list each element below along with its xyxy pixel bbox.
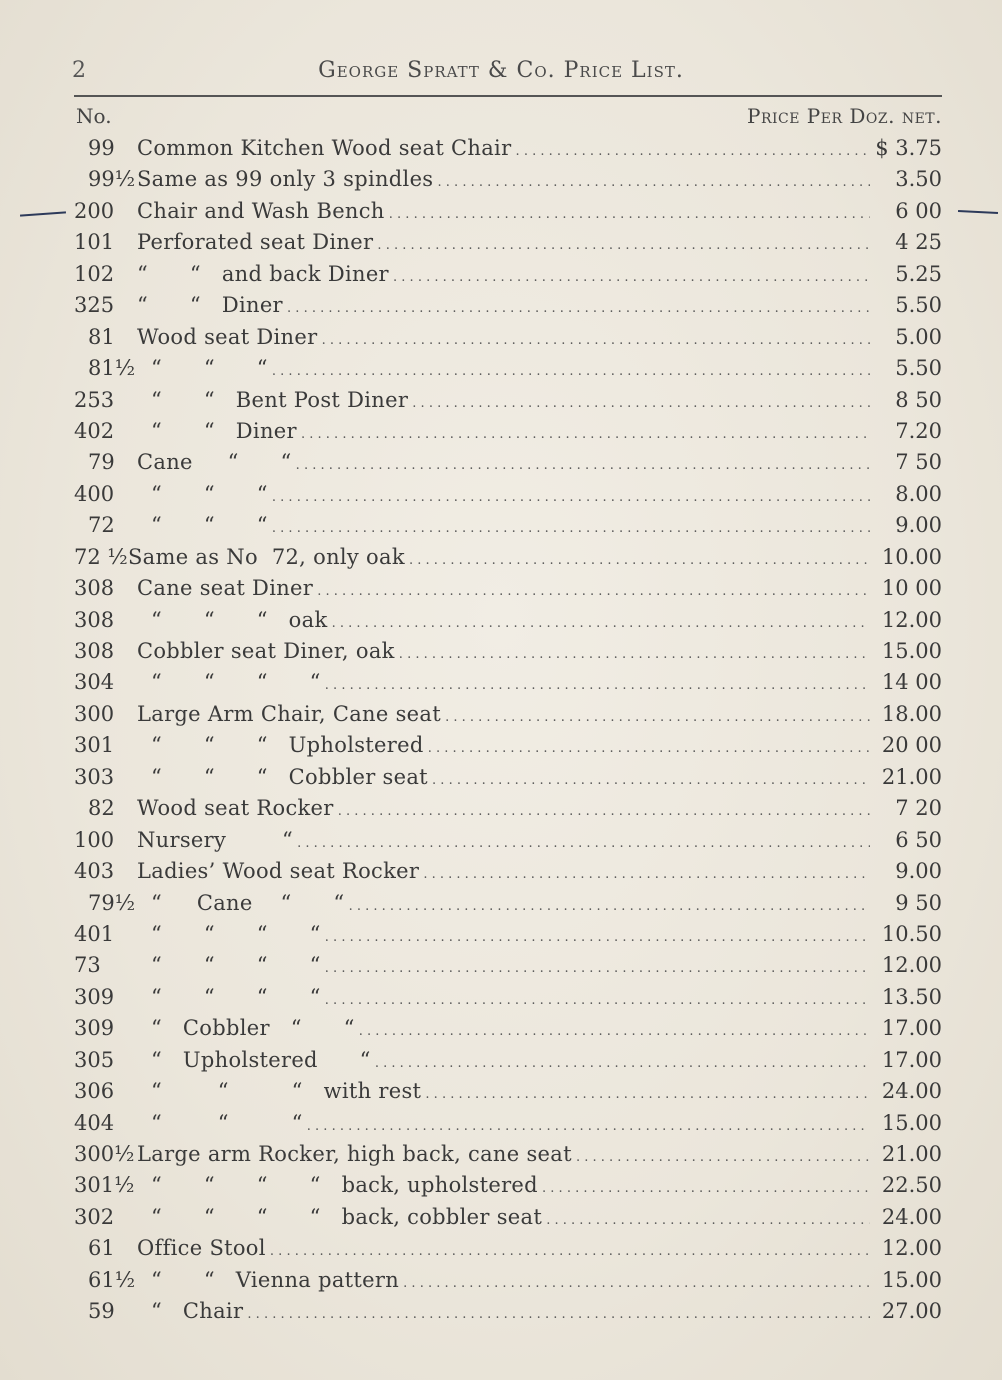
item-number: 81	[88, 324, 115, 349]
item-number: 99	[88, 136, 115, 160]
item-price: 21.00	[881, 764, 942, 789]
item-number: 309	[74, 1016, 115, 1041]
item-description: “ Cobbler “ “ . . .	[137, 1013, 870, 1047]
item-number: 61½	[88, 1267, 136, 1292]
item-number: 99½	[88, 167, 136, 192]
item-number: 253	[74, 387, 115, 412]
price-list-row	[0, 982, 1002, 1013]
item-price: 7 20	[895, 796, 942, 821]
item-price: 21.00	[881, 1142, 942, 1166]
header-rule	[74, 95, 942, 97]
item-description: “ “ “ “ back, upholstered . . .	[137, 1170, 870, 1204]
price-list-row	[0, 322, 1002, 353]
item-number: 303	[74, 764, 115, 789]
item-description: Wood seat Rocker . . .	[137, 793, 870, 827]
item-number: 308	[74, 639, 115, 663]
item-number: 79½	[88, 890, 136, 915]
item-price: 15.00	[881, 639, 942, 663]
item-price: $ 3.75	[875, 136, 942, 160]
price-list-row	[0, 825, 1002, 856]
item-number: 325	[74, 293, 115, 318]
price-list-row	[0, 762, 1002, 793]
item-number: 100	[74, 827, 115, 852]
item-number: 301	[74, 733, 115, 758]
price-list-row	[0, 605, 1002, 636]
price-list-row	[0, 730, 1002, 761]
price-list-row	[0, 1045, 1002, 1076]
item-number: 101	[74, 230, 115, 255]
item-description: “ Cane “ “ . . .	[137, 888, 870, 922]
price-list-row	[0, 542, 1002, 573]
item-number: 403	[74, 859, 115, 884]
item-price: 15.00	[881, 1110, 942, 1135]
price-list-row	[0, 1139, 1002, 1170]
item-description: “ “ “ . . .	[137, 479, 870, 513]
item-description: Nursery “ . . .	[137, 825, 870, 859]
item-description: Ladies’ Wood seat Rocker . . .	[137, 856, 870, 890]
item-price: 13.50	[881, 984, 942, 1009]
price-list-row	[0, 290, 1002, 321]
price-list-row	[0, 1233, 1002, 1264]
item-description: Same as No 72, only oak . . .	[128, 542, 870, 576]
price-list-row	[0, 259, 1002, 290]
item-price: 3.50	[895, 167, 942, 192]
item-price: 5.50	[895, 356, 942, 381]
column-header-price: Price Per Doz. net.	[746, 104, 942, 128]
item-number: 401	[74, 921, 115, 946]
item-price: 17.00	[881, 1047, 942, 1072]
item-description: “ “ “ oak . . .	[137, 605, 870, 639]
item-price: 10.50	[881, 921, 942, 946]
item-price: 6 00	[895, 198, 942, 223]
item-price: 6 50	[895, 827, 942, 852]
item-price: 12.00	[881, 1236, 942, 1261]
price-list-row	[0, 1170, 1002, 1201]
item-description: Perforated seat Diner . . .	[137, 227, 870, 261]
price-list-row	[0, 919, 1002, 950]
page-header: George Spratt & Co. Price List.	[318, 58, 684, 83]
item-description: “ “ “ Cobbler seat . . .	[137, 762, 870, 796]
item-number: 308	[74, 576, 115, 601]
item-price: 12.00	[881, 953, 942, 978]
price-list-row	[0, 479, 1002, 510]
price-list-row	[0, 573, 1002, 604]
item-description: “ “ “ . . .	[137, 1108, 870, 1142]
item-number: 400	[74, 481, 115, 506]
price-list-row	[0, 1076, 1002, 1107]
price-list-row	[0, 667, 1002, 698]
item-description: Chair and Wash Bench . . .	[137, 196, 870, 230]
item-description: Cane “ “ . . .	[137, 447, 870, 481]
price-list-row	[0, 699, 1002, 730]
price-list-row	[0, 447, 1002, 478]
item-number: 304	[74, 670, 115, 695]
item-number: 79	[88, 450, 115, 475]
price-list-row	[0, 227, 1002, 258]
price-list-row	[0, 950, 1002, 981]
item-description: Cane seat Diner . . .	[137, 573, 870, 607]
item-number: 72 ½	[74, 544, 128, 569]
item-description: “ Upholstered “ . . .	[137, 1045, 870, 1079]
item-description: “ “ “ “ back, cobbler seat . . .	[137, 1202, 870, 1236]
item-price: 5.25	[895, 261, 942, 286]
item-number: 404	[74, 1110, 115, 1135]
item-price: 12.00	[881, 607, 942, 632]
item-number: 82	[88, 796, 115, 821]
item-description: “ “ “ “ . . .	[137, 919, 870, 953]
price-list-row	[0, 856, 1002, 887]
price-list-row	[0, 1108, 1002, 1139]
item-description: Large arm Rocker, high back, cane seat . . .	[137, 1139, 870, 1173]
price-list-row	[0, 416, 1002, 447]
item-description: “ “ “ Upholstered . . .	[137, 730, 870, 764]
price-list-row	[0, 1296, 1002, 1327]
item-description: Office Stool . . .	[137, 1233, 870, 1267]
item-description: “ “ and back Diner . . .	[137, 259, 870, 293]
item-price: 8 50	[895, 387, 942, 412]
item-description: “ “ “ . . .	[137, 353, 870, 387]
item-description: “ Chair . . .	[137, 1296, 870, 1330]
item-price: 17.00	[881, 1016, 942, 1041]
item-number: 308	[74, 607, 115, 632]
item-description: “ “ “ “ . . .	[137, 982, 870, 1016]
item-description: “ “ “ “ . . .	[137, 667, 870, 701]
item-number: 72	[88, 513, 115, 538]
item-price: 24.00	[881, 1204, 942, 1229]
item-description: Large Arm Chair, Cane seat . . .	[137, 699, 870, 733]
item-price: 5.00	[895, 324, 942, 349]
item-price: 27.00	[881, 1299, 942, 1324]
item-description: “ “ Diner . . .	[137, 416, 870, 450]
price-list-row	[0, 133, 1002, 164]
item-price: 7 50	[895, 450, 942, 475]
price-list-row	[0, 1202, 1002, 1233]
item-price: 15.00	[881, 1267, 942, 1292]
item-description: “ “ Vienna pattern . . .	[137, 1265, 870, 1299]
item-price: 4 25	[895, 230, 942, 255]
item-description: “ “ “ with rest . . .	[137, 1076, 870, 1110]
price-list-row	[0, 793, 1002, 824]
item-number: 59	[88, 1299, 115, 1324]
item-price: 10.00	[881, 544, 942, 569]
price-list-row	[0, 1013, 1002, 1044]
price-list	[0, 133, 1002, 1328]
item-price: 8.00	[895, 481, 942, 506]
column-header-no: No.	[76, 104, 112, 128]
price-list-row	[0, 353, 1002, 384]
item-price: 9 50	[895, 890, 942, 915]
item-description: Common Kitchen Wood seat Chair . . .	[137, 133, 870, 167]
item-description: Cobbler seat Diner, oak . . .	[137, 636, 870, 670]
price-list-row	[0, 164, 1002, 195]
price-list-row	[0, 888, 1002, 919]
item-description: Wood seat Diner . . .	[137, 322, 870, 356]
price-list-row	[0, 196, 1002, 227]
item-price: 7.20	[895, 418, 942, 443]
item-description: “ “ Diner . . .	[137, 290, 870, 324]
item-price: 5.50	[895, 293, 942, 318]
item-price: 9.00	[895, 859, 942, 884]
price-list-row	[0, 385, 1002, 416]
page-number: 2	[72, 58, 86, 83]
item-price: 24.00	[881, 1079, 942, 1104]
price-list-row	[0, 510, 1002, 541]
item-number: 402	[74, 418, 115, 443]
item-number: 61	[88, 1236, 115, 1261]
item-number: 102	[74, 261, 115, 286]
item-description: “ “ “ . . .	[137, 510, 870, 544]
item-number: 306	[74, 1079, 115, 1104]
item-number: 200	[74, 198, 115, 223]
item-description: “ “ Bent Post Diner . . .	[137, 385, 870, 419]
item-price: 20 00	[881, 733, 942, 758]
price-list-row	[0, 1265, 1002, 1296]
item-number: 301½	[74, 1173, 135, 1198]
item-number: 309	[74, 984, 115, 1009]
item-number: 302	[74, 1204, 115, 1229]
item-number: 305	[74, 1047, 115, 1072]
item-price: 9.00	[895, 513, 942, 538]
item-description: Same as 99 only 3 spindles . . .	[137, 164, 870, 198]
item-price: 18.00	[881, 701, 942, 726]
item-number: 81½	[88, 356, 136, 381]
item-price: 14 00	[881, 670, 942, 695]
item-price: 22.50	[881, 1173, 942, 1198]
item-number: 300½	[74, 1142, 135, 1166]
price-list-row	[0, 636, 1002, 667]
item-number: 73	[74, 953, 101, 978]
item-description: “ “ “ “ . . .	[137, 950, 870, 984]
item-number: 300	[74, 701, 115, 726]
item-price: 10 00	[881, 576, 942, 601]
